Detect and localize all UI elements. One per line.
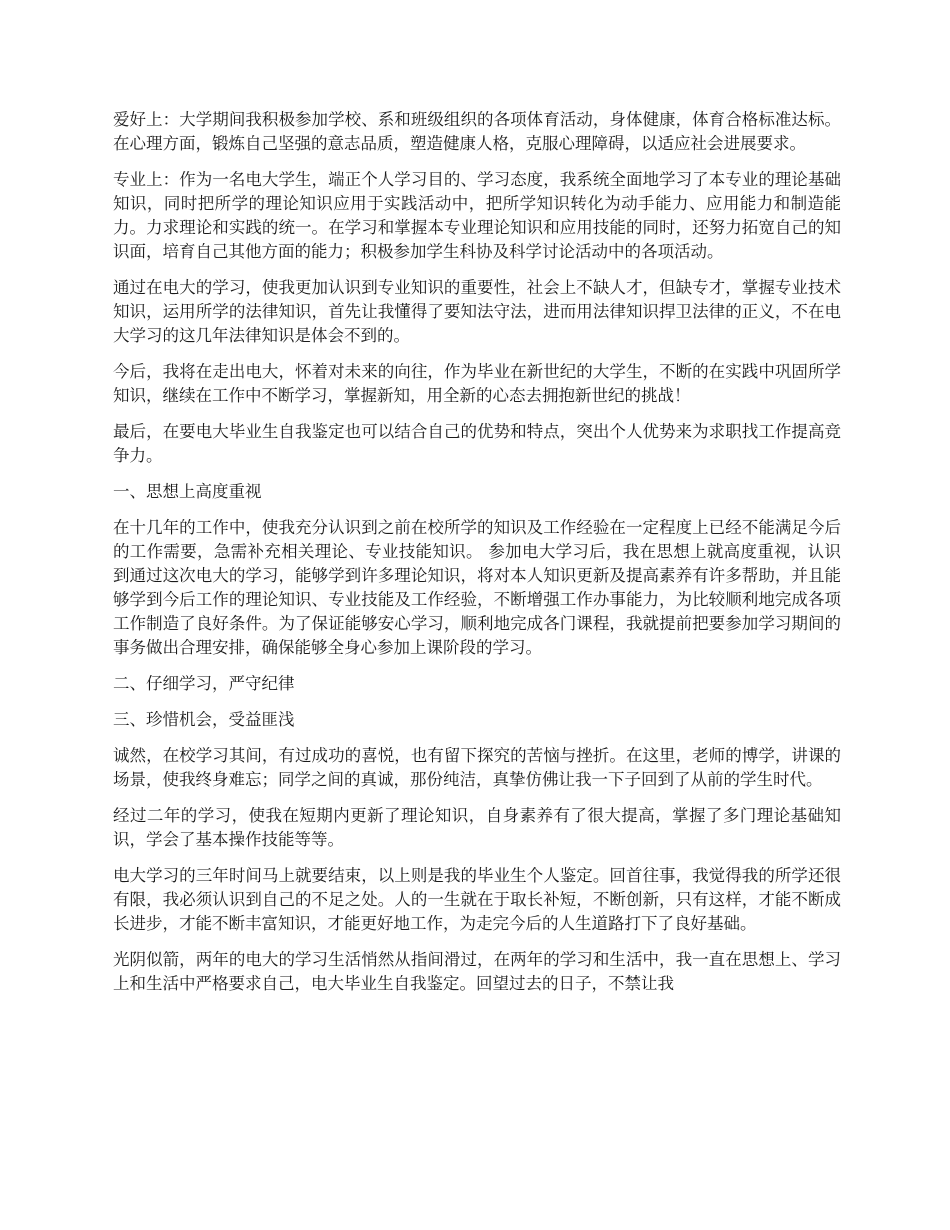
paragraph-work-experience: 在十几年的工作中，使我充分认识到之前在校所学的知识及工作经验在一定程度上已经不能满足今后的工作需要，急需补充相关理论、专业技能知识。 参加电大学习后，我在思想上就高度重视，认识到通过这次电大的学习，能够学到许多理论知识，将对本人知识更新及提高素养有许多帮助，并且能够学到今后工作的理论知识、专业技能及工作经验，不断增强工作办事能力，为比较顺利地完成各项工作制造了良好条件。为了保证能够安心学习，顺利地完成各门课程，我就提前把要参加学习期间的事务做出合理安排，确保能够全身心参加上课阶段的学习。: [113, 518, 841, 657]
paragraph-hobbies: 爱好上：大学期间我积极参加学校、系和班级组织的各项体育活动，身体健康，体育合格标准达标。在心理方面，锻炼自己坚强的意志品质，塑造健康人格，克服心理障碍，以适应社会进展要求。: [113, 110, 841, 153]
paragraph-time-flies: 光阴似箭，两年的电大的学习生活悄然从指间滑过，在两年的学习和生活中，我一直在思想上、学习上和生活中严格要求自己，电大毕业生自我鉴定。回望过去的日子，不禁让我: [113, 950, 841, 993]
paragraph-school-memories: 诚然，在校学习其间，有过成功的喜悦，也有留下探究的苦恼与挫折。在这里，老师的博学，讲课的场景，使我终身难忘；同学之间的真诚，那份纯洁，真挚仿佛让我一下子回到了从前的学生时代。: [113, 746, 841, 789]
paragraph-self-appraisal: 电大学习的三年时间马上就要结束，以上则是我的毕业生个人鉴定。回首往事，我觉得我的所学还很有限，我必须认识到自己的不足之处。人的一生就在于取长补短，不断创新，只有这样，才能不断成长进步，才能不断丰富知识，才能更好地工作，为走完今后的人生道路打下了良好基础。: [113, 866, 841, 933]
paragraph-two-years: 经过二年的学习，使我在短期内更新了理论知识，自身素养有了很大提高，掌握了多门理论基础知识，学会了基本操作技能等等。: [113, 806, 841, 849]
section-heading-2: 二、仔细学习，严守纪律: [113, 674, 295, 693]
document-body: [113, 108, 841, 1008]
section-heading-3: 三、珍惜机会，受益匪浅: [113, 710, 295, 729]
section-heading-1: 一、思想上高度重视: [113, 482, 262, 501]
paragraph-future: 今后，我将在走出电大，怀着对未来的向往，作为毕业在新世纪的大学生，不断的在实践中巩固所学知识，继续在工作中不断学习，掌握新知，用全新的心态去拥抱新世纪的挑战！: [113, 362, 841, 405]
paragraph-major: 专业上：作为一名电大学生，端正个人学习目的、学习态度，我系统全面地学习了本专业的理论基础知识，同时把所学的理论知识应用于实践活动中，把所学知识转化为动手能力、应用能力和制造能力。力求理论和实践的统一。在学习和掌握本专业理论知识和应用技能的同时，还努力拓宽自己的知识面，培育自己其他方面的能力；积极参加学生科协及科学讨论活动中的各项活动。: [113, 170, 841, 261]
paragraph-study-reflection: 通过在电大的学习，使我更加认识到专业知识的重要性，社会上不缺人才，但缺专才，掌握专业技术知识，运用所学的法律知识，首先让我懂得了要知法守法，进而用法律知识捍卫法律的正义，不在电大学习的这几年法律知识是体会不到的。: [113, 278, 841, 345]
paragraph-conclusion: 最后，在要电大毕业生自我鉴定也可以结合自己的优势和特点，突出个人优势来为求职找工作提高竞争力。: [113, 422, 841, 465]
